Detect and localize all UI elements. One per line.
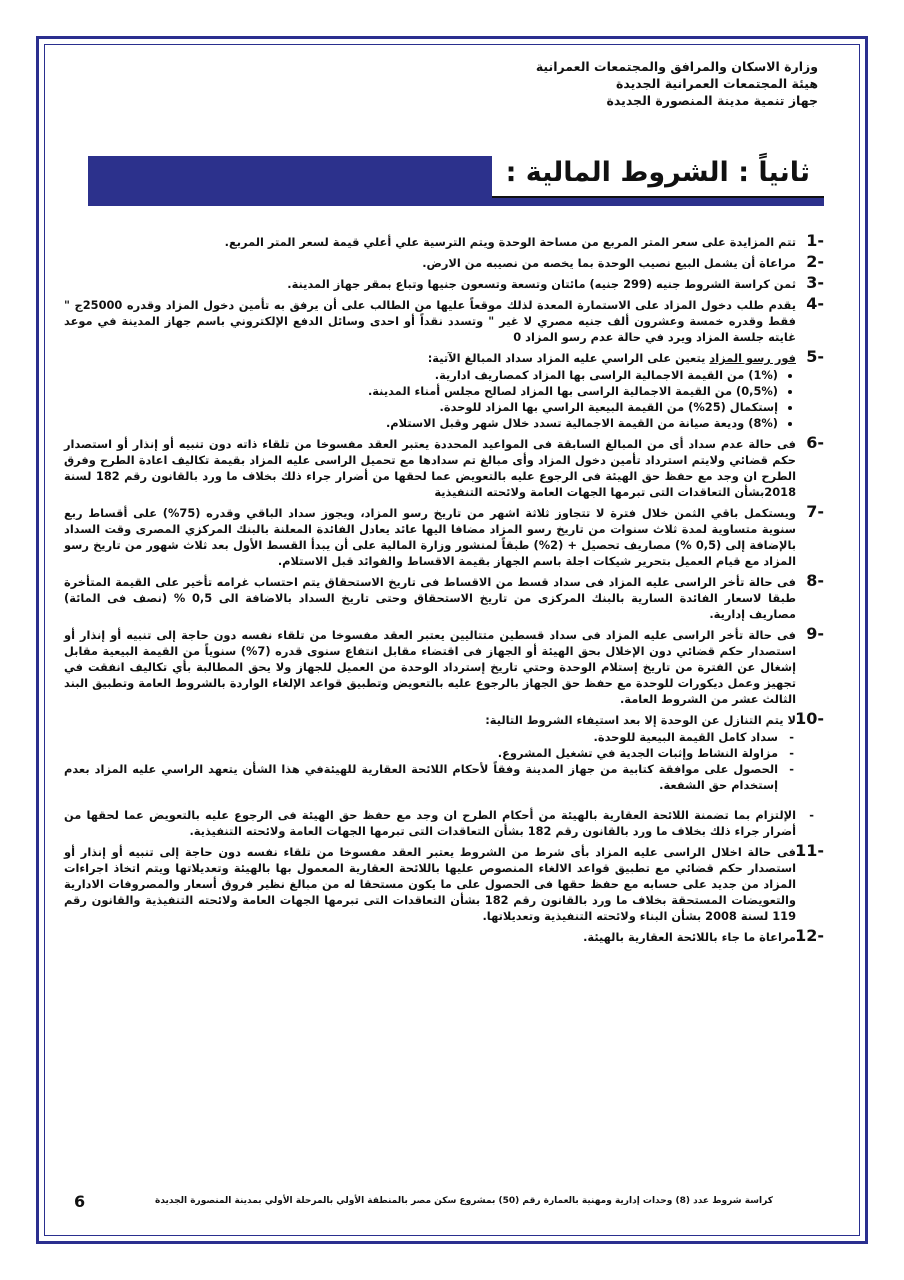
- term-number: 3-: [806, 273, 824, 292]
- term-item-12: [64, 926, 824, 945]
- footer-text: كراسة شروط عدد (8) وحدات إدارية ومهنية بالعمارة رقم (50) بمشروع سكن مصر بالمنطقة الأولي بالمرحلة الأولي بمدينة المنصورة الجديدة: [155, 1196, 773, 1206]
- term-number: 7-: [806, 502, 824, 521]
- term-item-10: [64, 709, 824, 793]
- list-item: • إستكمال (25%) من القيمة البيعية الراسي بها المزاد للوحدة.: [64, 399, 778, 415]
- commitment-text: الإلتزام بما تضمنة اللائحة العقارية بالهيئة من أحكام الطرح ان وجد مع حفظ حق الهيئة فى الرجوع عليه بالتعويض عما لحقها من أضرار جراء ذلك بخلاف ما ورد بالقانون رقم 182 بشأن التعاقدات التى تبرمها الجهات العامة ولائحته التنفيذية.: [64, 808, 796, 838]
- term-item-2: [64, 252, 824, 271]
- page-footer: [64, 1192, 824, 1211]
- term-text: ويستكمل باقي الثمن خلال فترة لا تتجاوز ثلاثة اشهر من تاريخ رسو المزاد، ويجوز سداد الباقي وقدره (75%) على أقساط ربع سنوية متساوية لمدة ثلاث سنوات من تاريخ رسو المزاد مضافا اليها عائد يعادل الفائدة المعلنة بالبنك المركزي المصرى وقت السداد بالإضافة إلى (0,5 %) مصاريف تحصيل + (2%) طبقاً لمنشور وزارة المالية على أن يبدأ القسط الأول بعد ثلاث شهور من تاريخ رسو المزاد مع قيام العميل بتحرير شيكات اجلة باسم الجهاز بقيمة الاقساط والفوائد قبل الاستلام.: [64, 506, 797, 568]
- term-number: 6-: [806, 433, 824, 452]
- fees-list: [64, 367, 796, 431]
- term-item-11: [64, 841, 824, 924]
- list-item: - مزاولة النشاط وإثبات الجدية في تشغيل المشروع.: [64, 745, 778, 761]
- header-line-1: وزارة الاسكان والمرافق والمجتمعات العمرانية: [535, 59, 818, 74]
- term-text: لا يتم التنازل عن الوحدة إلا بعد استيفاء الشروط التالية:: [485, 713, 796, 727]
- term-text: مراعاة ما جاء باللائحة العقارية بالهيئة.: [583, 930, 796, 944]
- term-text: فى حالة اخلال الراسى عليه المزاد بأى شرط من الشروط يعتبر العقد مفسوخا من تلقاء نفسه دون حاجة إلى تنبيه أو إنذار أو استصدار حكم قضائي مع تطبيق قواعد الالغاء المنصوص عليها باللائحة العقارية المعمول بها بالهيئة وتعديلاتها ويتم اتخاذ اجراءات المزاد من جديد على حسابه مع حفظ حقها فى الحصول على ما يكون مستحقا له من مبالغ نظير فروق أسعار والمصروفات الادارية والتعويضات المستحقة بخلاف ما ورد بالقانون رقم 182 بشأن التعاقدات التى تبرمها الجهات العامة ولائحته التنفيذية والقانون رقم 119 لسنة 2008 بشأن البناء ولائحته التنفيذية وتعديلاتها.: [64, 845, 796, 923]
- list-item: - سداد كامل القيمة البيعية للوحدة.: [64, 729, 778, 745]
- term-number: 4-: [806, 294, 824, 313]
- term-item-1: [64, 231, 824, 250]
- term-text: فى حالة عدم سداد أى من المبالغ السابقة فى المواعيد المحددة يعتبر العقد مفسوخا من تلقاء ذاته دون تنبيه أو إنذار أو استصدار حكم قضائي ولايتم استرداد تأمين دخول المزاد وأى مبالغ تم سدادها مع تحميل الراسى عليه المزاد بقيمة تكاليف اعادة الطرح وفرق الطرح ان وجد مع حفظ حق الهيئة فى الرجوع عليه بالتعويض عما لحقها من أضرار جراء ذلك بخلاف ما ورد بالقانون رقم 182 لسنة 2018بشأن التعاقدات التى تبرمها الجهات العامة ولائحته التنفيذية: [64, 437, 796, 499]
- term-item-9: [64, 624, 824, 707]
- term-item-6: [64, 433, 824, 500]
- term-lead-underlined: فور رسو المزاد: [709, 351, 796, 365]
- header-line-2: هيئة المجتمعات العمرانية الجديدة: [615, 76, 818, 91]
- term-number: 9-: [806, 624, 824, 643]
- dash-marker: -: [809, 808, 814, 822]
- term-item-5: [64, 347, 824, 431]
- header-line-3: جهاز تنمية مدينة المنصورة الجديدة: [606, 93, 818, 108]
- list-item: • (0,5%) من القيمة الاجمالية الراسى بها المزاد لصالح مجلس أمناء المدينة.: [64, 383, 778, 399]
- term-number: 10-: [795, 709, 824, 728]
- list-item: - الحصول على موافقة كتابية من جهاز المدينة وفقاً لأحكام اللائحة العقارية للهيئةفي هذا الشأن يتعهد الراسي عليه المزاد بعدم إستخدام حق الشفعة.: [64, 761, 778, 793]
- terms-content: [64, 231, 824, 950]
- commitment-clause: [64, 807, 824, 839]
- list-item: • (8%) وديعة صيانة من القيمة الاجمالية تسدد خلال شهر وقبل الاستلام.: [64, 415, 778, 431]
- term-number: 5-: [806, 347, 824, 366]
- term-number: 1-: [806, 231, 824, 250]
- term-item-7: [64, 502, 824, 569]
- section-banner: [88, 156, 824, 206]
- ministry-header: [64, 58, 818, 109]
- term-number: 11-: [795, 841, 824, 860]
- term-number: 2-: [806, 252, 824, 271]
- document-page: [64, 58, 824, 945]
- term-number: 8-: [806, 571, 824, 590]
- list-item: • (1%) من القيمة الاجمالية الراسى بها المزاد كمصاريف ادارية.: [64, 367, 778, 383]
- term-text: فى حالة تأخر الراسى عليه المزاد فى سداد قسطين متتاليين يعتبر العقد مفسوخا من تلقاء نفسه دون حاجة إلى تنبيه أو إنذار أو استصدار حكم قضائي دون الإخلال بحق الهيئة أو الجهاز فى اقتضاء مقابل انتفاع سنوى قدره (7%) سنوياً من القيمة البيعية مقابل إشغال عن الفترة من تاريخ إستلام الوحدة وحتي تاريخ إسترداد الوحدة من العميل للجهاز ولا يحق المطالبة بأي تكاليف انفقت في تجهيز وعمل ديكورات للوحدة مع حفظ حق الجهاز بالرجوع عليه بالتعويض وتطبيق قواعد الإلغاء الواردة بالشروط العامة وتطبيق البند الثالث عشر من الشروط العامة.: [64, 628, 796, 706]
- term-text: [64, 350, 796, 366]
- section-title: ثانياً : الشروط المالية :: [492, 150, 824, 198]
- term-item-4: [64, 294, 824, 345]
- term-text: تتم المزايدة على سعر المتر المربع من مساحة الوحدة ويتم الترسية علي أعلي قيمة لسعر المتر المربع.: [224, 235, 796, 249]
- term-lead-rest: يتعين على الراسي عليه المزاد سداد المبالغ الآتية:: [427, 351, 710, 365]
- page-number: 6: [74, 1192, 86, 1211]
- term-number: 12-: [795, 926, 824, 945]
- term-item-3: [64, 273, 824, 292]
- term-text: يقدم طلب دخول المزاد على الاستمارة المعدة لذلك موقعاً عليها من الطالب على أن يرفق به تأمين دخول المزاد وقدره 25000ج " فقط وقدره خمسة وعشرون ألف جنيه مصري لا غير " وتسدد نقداً أو احدى وسائل الدفع الإلكتروني باسم جهاز المدينة في موعد غايته جلسة المزاد ويرد في حالة عدم رسو المزاد 0: [64, 298, 796, 344]
- term-text: فى حالة تأخر الراسى عليه المزاد فى سداد قسط من الاقساط فى تاريخ الاستحقاق يتم احتساب غرامه تأخير على القيمة المتأخرة طبقا لاسعار الفائدة السارية بالبنك المركزى من تاريخ الاستحقاق وحتى تاريخ السداد بالاضافة الى 0,5 % (نصف فى المائة) مصاريف إدارية.: [64, 575, 797, 621]
- transfer-conditions-list: [64, 729, 796, 793]
- term-text: ثمن كراسة الشروط جنيه (299 جنيه) مائتان وتسعة وتسعون جنيها وتباع بمقر جهاز المدينة.: [287, 277, 796, 291]
- term-item-8: [64, 571, 824, 622]
- term-text: مراعاة أن يشمل البيع نصيب الوحدة بما يخصه من نصيبه من الارض.: [422, 256, 796, 270]
